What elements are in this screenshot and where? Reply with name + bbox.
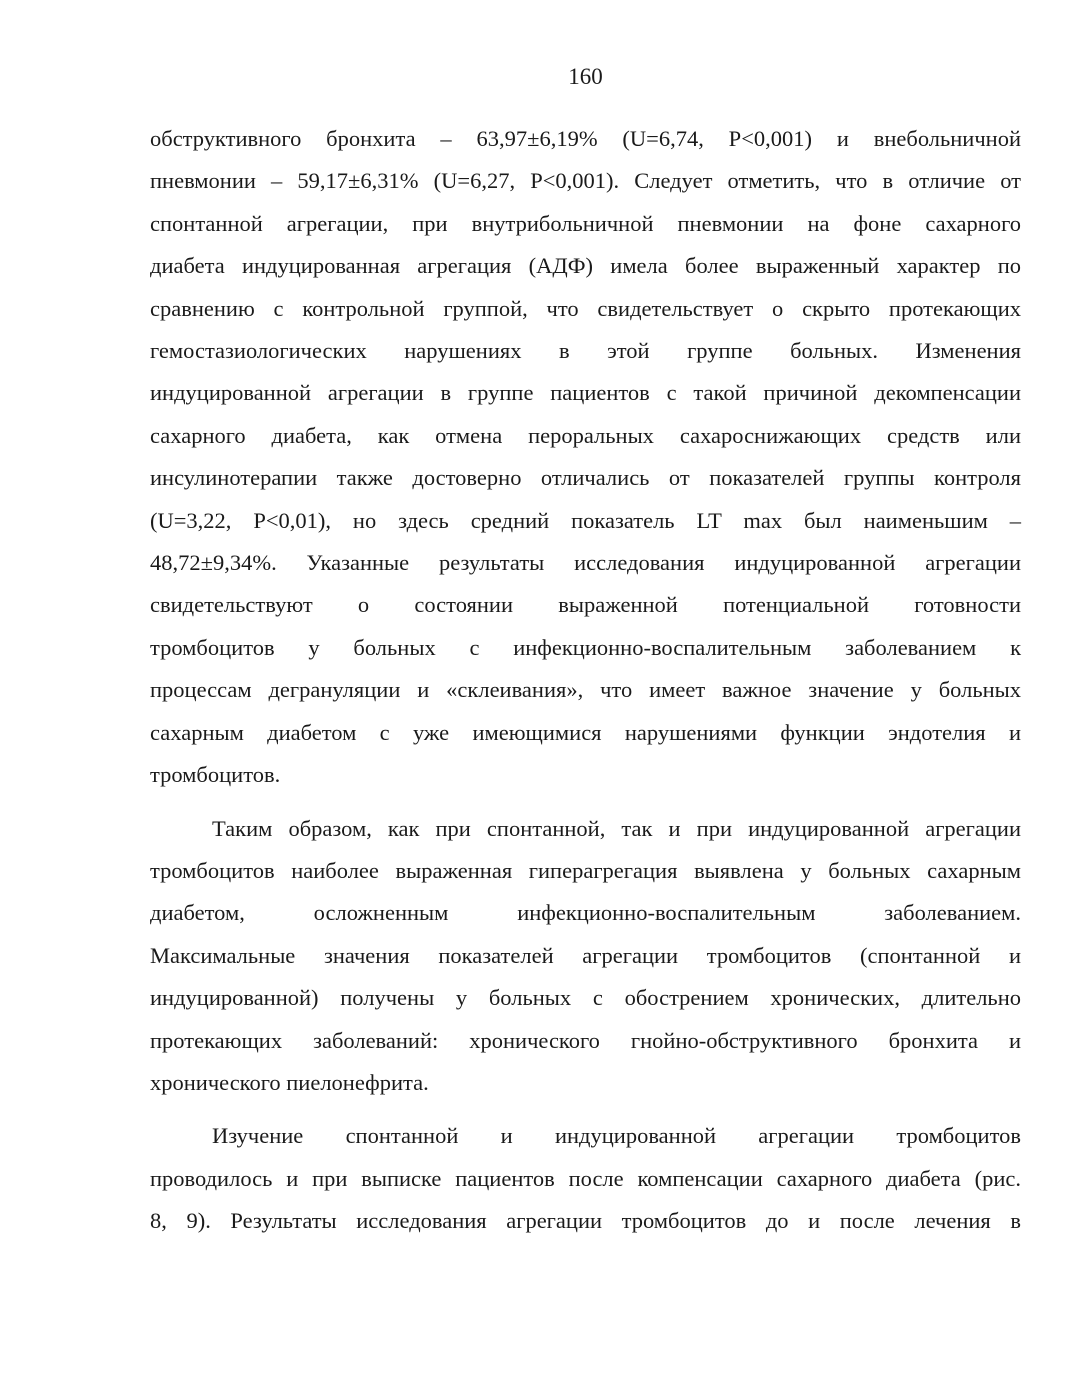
text-line: сахарным диабетом с уже имеющимися нарушениями функции эндотелия и: [150, 719, 1021, 745]
text-line: обструктивного бронхита – 63,97±6,19% (U=6,74, P<0,001) и внебольничной: [150, 126, 1021, 151]
text-line: тромбоцитов у больных с инфекционно-воспалительным заболеванием к: [150, 634, 1021, 660]
text-line: Максимальные значения показателей агрегации тромбоцитов (спонтанной и: [150, 942, 1021, 968]
document-body: [150, 118, 1021, 1243]
text-line: проводилось и при выписке пациентов после компенсации сахарного диабета (рис.: [150, 1165, 1021, 1191]
text-line: индуцированной агрегации в группе пациентов с такой причиной декомпенсации: [150, 380, 1021, 406]
text-line: Таким образом, как при спонтанной, так и при индуцированной агрегации: [212, 815, 1021, 841]
text-line: сахарного диабета, как отмена пероральных сахароснижающих средств или: [150, 422, 1021, 448]
text-line: (U=3,22, P<0,01), но здесь средний показатель LT max был наименьшим –: [150, 507, 1021, 533]
text-line: процессам дегрануляции и «склеивания», что имеет важное значение у больных: [150, 677, 1021, 703]
text-line: хронического пиелонефрита.: [150, 1069, 429, 1095]
text-line: пневмонии – 59,17±6,31% (U=6,27, P<0,001). Следует отметить, что в отличие от: [150, 168, 1021, 194]
text-line: Изучение спонтанной и индуцированной агрегации тромбоцитов: [212, 1123, 1021, 1149]
text-line: диабетом, осложненным инфекционно-воспалительным заболеванием.: [150, 900, 1021, 926]
text-line: 48,72±9,34%. Указанные результаты исследования индуцированной агрегации: [150, 550, 1021, 576]
text-line: гемостазиологических нарушениях в этой группе больных. Изменения: [150, 338, 1021, 364]
text-line: диабета индуцированная агрегация (АДФ) имела более выраженный характер по: [150, 253, 1021, 279]
text-line: тромбоцитов.: [150, 762, 281, 788]
paragraph-1: [150, 118, 1021, 797]
text-line: инсулинотерапии также достоверно отличались от показателей группы контроля: [150, 465, 1021, 491]
paragraph-3: [150, 1115, 1021, 1242]
text-line: сравнению с контрольной группой, что свидетельствует о скрыто протекающих: [150, 295, 1021, 321]
text-line: индуцированной) получены у больных с обострением хронических, длительно: [150, 985, 1021, 1011]
paragraph-2: [150, 808, 1021, 1105]
text-line: тромбоцитов наиболее выраженная гиперагрегация выявлена у больных сахарным: [150, 857, 1021, 883]
page-number: 160: [568, 64, 603, 89]
text-line: протекающих заболеваний: хронического гнойно-обструктивного бронхита и: [150, 1027, 1021, 1053]
text-line: спонтанной агрегации, при внутрибольничной пневмонии на фоне сахарного: [150, 210, 1021, 236]
text-line: свидетельствуют о состоянии выраженной потенциальной готовности: [150, 592, 1021, 618]
text-line: 8, 9). Результаты исследования агрегации тромбоцитов до и после лечения в: [150, 1208, 1021, 1234]
